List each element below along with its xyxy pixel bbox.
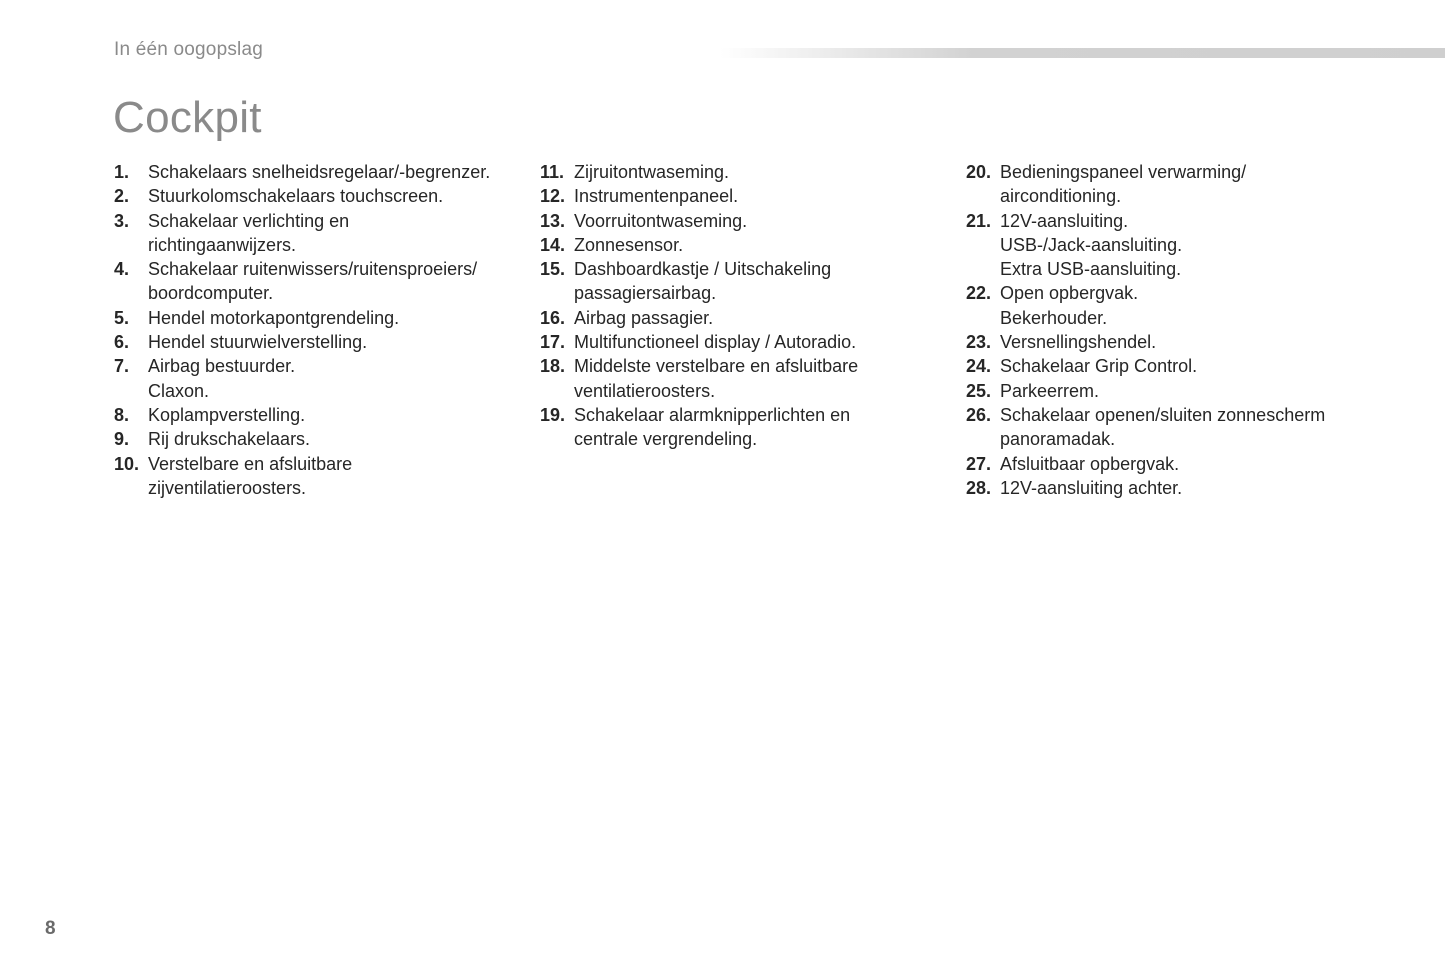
- legend-item: [114, 403, 524, 427]
- legend-item-number: 22.: [966, 283, 992, 304]
- legend-item: [540, 330, 950, 354]
- legend-item-number: 15.: [540, 259, 566, 280]
- legend-item-number: 20.: [966, 162, 992, 182]
- legend-item-number: 5.: [114, 307, 130, 328]
- legend-item: [966, 476, 1386, 500]
- legend-item-text: Schakelaar verlichting en richtingaanwijzers.: [148, 210, 350, 255]
- legend-item: [540, 233, 950, 257]
- legend-item-text: Zijruitontwaseming.: [574, 162, 730, 182]
- legend-item: [114, 354, 524, 403]
- legend-item-text: Parkeerrem.: [1000, 380, 1100, 401]
- legend-item-text: Schakelaar alarmknipperlichten en centrale vergrendeling.: [574, 404, 851, 450]
- legend-item-number: 1.: [114, 162, 130, 182]
- legend-item: [966, 379, 1386, 403]
- legend-item: [540, 209, 950, 233]
- section-header: In één oogopslag: [114, 39, 263, 60]
- legend-item: [966, 403, 1386, 452]
- legend-item-number: 10.: [114, 453, 140, 474]
- legend-item-text: Hendel stuurwielverstelling.: [148, 332, 368, 353]
- legend-item: [540, 354, 950, 403]
- legend-item-text: Bedieningspaneel verwarming/ airconditioning.: [1000, 162, 1247, 207]
- legend-item-number: 7.: [114, 356, 130, 377]
- legend-item: [114, 330, 524, 354]
- legend-item-number: 28.: [966, 477, 992, 498]
- legend-item-text: Zonnesensor.: [574, 234, 684, 255]
- legend-item-number: 13.: [540, 210, 566, 231]
- legend-item-number: 6.: [114, 332, 130, 353]
- legend-item: [114, 160, 524, 184]
- legend-item-number: 4.: [114, 259, 130, 280]
- legend-item-text: Koplampverstelling.: [148, 404, 306, 425]
- legend-item-text: Voorruitontwaseming.: [574, 210, 748, 231]
- legend-item: [540, 403, 950, 452]
- legend-item-text: Schakelaars snelheidsregelaar/-begrenzer.: [148, 162, 491, 182]
- legend-item: [540, 160, 950, 184]
- legend-item-text: Multifunctioneel display / Autoradio.: [574, 332, 857, 353]
- legend-item: [540, 257, 950, 306]
- legend-item-number: 17.: [540, 332, 566, 353]
- legend-item-number: 14.: [540, 234, 566, 255]
- legend-item-number: 24.: [966, 356, 992, 377]
- legend-item-text: 12V-aansluiting achter.: [1000, 477, 1183, 498]
- legend-item-text: Middelste verstelbare en afsluitbare ventilatieroosters.: [574, 356, 859, 401]
- legend-item-text: 12V-aansluiting. USB-/Jack-aansluiting. Extra USB-aansluiting.: [1000, 210, 1183, 280]
- legend-item-number: 12.: [540, 186, 566, 207]
- legend-item-number: 8.: [114, 404, 130, 425]
- legend-item-text: Airbag passagier.: [574, 307, 714, 328]
- legend-column-1: [114, 160, 524, 500]
- legend-item-text: Airbag bestuurder. Claxon.: [148, 356, 296, 401]
- legend-item-text: Schakelaar openen/sluiten zonnescherm panoramadak.: [1000, 404, 1326, 450]
- legend-item-number: 16.: [540, 307, 566, 328]
- legend-item-number: 25.: [966, 380, 992, 401]
- legend-item-number: 3.: [114, 210, 130, 231]
- legend-item: [114, 452, 524, 501]
- page-title: Cockpit: [113, 93, 262, 142]
- legend-item-text: Hendel motorkapontgrendeling.: [148, 307, 400, 328]
- legend-item-text: Schakelaar ruitenwissers/ruitensproeiers/ boordcomputer.: [148, 259, 478, 304]
- legend-item: [966, 160, 1386, 209]
- legend-item: [540, 306, 950, 330]
- legend-item-number: 11.: [540, 162, 565, 182]
- page-number: 8: [45, 918, 56, 939]
- header-divider-bar: [720, 48, 1445, 58]
- legend-item: [966, 452, 1386, 476]
- legend-item-number: 9.: [114, 429, 130, 450]
- legend-item-text: Rij drukschakelaars.: [148, 429, 311, 450]
- legend-item-number: 18.: [540, 356, 566, 377]
- legend-item-number: 23.: [966, 332, 992, 353]
- legend-item: [966, 330, 1386, 354]
- legend-item: [114, 306, 524, 330]
- legend-item: [114, 209, 524, 258]
- legend-column-2: [540, 160, 950, 452]
- legend-item: [966, 209, 1386, 282]
- legend-item: [114, 257, 524, 306]
- legend-item: [540, 184, 950, 208]
- legend-item: [114, 184, 524, 208]
- legend-item: [966, 281, 1386, 330]
- legend-item-text: Afsluitbaar opbergvak.: [1000, 453, 1180, 474]
- legend-item: [966, 354, 1386, 378]
- legend-item-text: Schakelaar Grip Control.: [1000, 356, 1198, 377]
- legend-item-text: Instrumentenpaneel.: [574, 186, 739, 207]
- legend-item-number: 19.: [540, 404, 566, 425]
- legend-item: [114, 427, 524, 451]
- legend-item-number: 26.: [966, 404, 992, 425]
- legend-item-number: 27.: [966, 453, 992, 474]
- legend-item-text: Versnellingshendel.: [1000, 332, 1157, 353]
- legend-item-text: Verstelbare en afsluitbare zijventilatieroosters.: [148, 453, 353, 498]
- legend-item-number: 2.: [114, 186, 130, 207]
- legend-item-text: Dashboardkastje / Uitschakeling passagiersairbag.: [574, 259, 832, 304]
- legend-item-text: Open opbergvak. Bekerhouder.: [1000, 283, 1139, 328]
- legend-item-text: Stuurkolomschakelaars touchscreen.: [148, 186, 444, 207]
- legend-item-number: 21.: [966, 210, 992, 231]
- legend-column-3: [966, 160, 1386, 500]
